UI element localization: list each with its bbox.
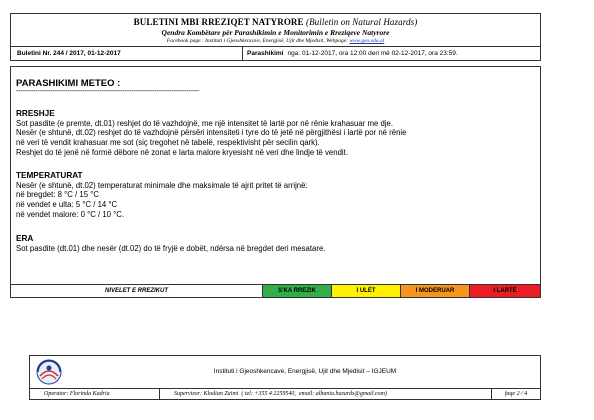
wind-heading: ERA <box>16 234 34 243</box>
risk-level-none: S'KA RREZIK <box>263 285 332 297</box>
bulletin-number: Buletini Nr. 244 / 2017, 01-12-2017 <box>11 47 243 60</box>
facebook-text: Facebook page : Instituti i Gjeoshkencave, Energjisë, Ujit dhe Mjedisit, Webpage: <box>166 38 350 44</box>
rain-section <box>16 109 536 158</box>
supervisor: Supervizor: Klodian Zaimi ( tel: +355 4 2259540, email: albania.hazards@gmail.com) <box>160 389 492 399</box>
forecast-label: Parashikimi <box>247 50 284 57</box>
operator: Operator: Florinda Kadria <box>30 389 160 399</box>
forecast-period <box>243 50 540 57</box>
rain-heading: RRESHJE <box>16 109 55 118</box>
bulletin-title <box>11 17 540 27</box>
igjeum-logo-icon <box>36 359 62 385</box>
divider: -------------------------------------------------------------------------------------- <box>16 88 200 95</box>
contact-line <box>11 38 540 44</box>
temperature-line: Nesër (e shtunë, dt.02) temperaturat minimale dhe maksimale të ajrit pritet të arrijnë: <box>16 180 308 190</box>
risk-level-low: I ULËT <box>332 285 401 297</box>
rain-line: Nesër (e shtunë, dt.02) reshjet do të vazhdojnë përsëri intensiteti i tyre do të jetë në përgjithësi i lartë por në rënie <box>16 128 407 138</box>
page-number: faqe 2 / 4 <box>504 391 528 397</box>
temperature-section <box>16 171 536 220</box>
risk-level-high: I LARTË <box>470 285 540 297</box>
risk-legend-label: NIVELET E RREZIKUT <box>11 285 263 297</box>
temperature-line: në vendet malore: 0 °C / 10 °C. <box>16 209 125 219</box>
center-name: Qendra Kombëtare për Parashikimin e Monitorimin e Rreziqeve Natyrore <box>161 28 390 37</box>
institute-name: Instituti i Gjeoshkencave, Energjisë, Ujit dhe Mjedisit – IGJEUM <box>213 368 397 375</box>
website-link[interactable]: www.geo.edu.al <box>349 38 385 44</box>
temperature-heading: TEMPERATURAT <box>16 171 83 180</box>
institute-footer <box>29 355 541 389</box>
forecast-title: PARASHIKIMI METEO : <box>16 78 121 89</box>
bulletin-header <box>10 13 541 47</box>
title-english: (Bulletin on Natural Hazards) <box>305 17 418 27</box>
rain-line: në veri të vendit krahasuar me sot (siç tregohet në tabelë, respektivisht për secilin qark). <box>16 138 320 148</box>
bulletin-info-row <box>10 47 541 61</box>
forecast-box <box>10 66 541 298</box>
risk-legend <box>11 284 540 297</box>
footer-contacts <box>29 389 541 400</box>
title-text: BULETINI MBI RREZIQET NATYRORE <box>133 17 304 27</box>
rain-line: Reshjet do të jenë në formë dëbore në zonat e larta malore kryesisht në veri dhe lindje të vendit. <box>16 147 348 157</box>
risk-level-moderate: I MODERUAR <box>401 285 470 297</box>
wind-line: Sot pasdite (dt.01) dhe nesër (dt.02) do të fryjë e dobët, ndërsa në bregdet deri mesatare. <box>16 243 326 253</box>
temperature-line: në bregdet: 8 °C / 15 °C <box>16 190 99 200</box>
forecast-period-text: nga: 01-12-2017, ora 12:00 deri më 02-12-2017, ora 23:59. <box>287 50 458 57</box>
temperature-line: në vendet e ulta: 5 °C / 14 °C <box>16 200 118 210</box>
rain-line: Sot pasdite (e premte, dt.01) reshjet do të vazhdojnë, me një intensitet të lartë por në rënie krahasuar me dje. <box>16 118 394 128</box>
wind-section <box>16 234 536 253</box>
